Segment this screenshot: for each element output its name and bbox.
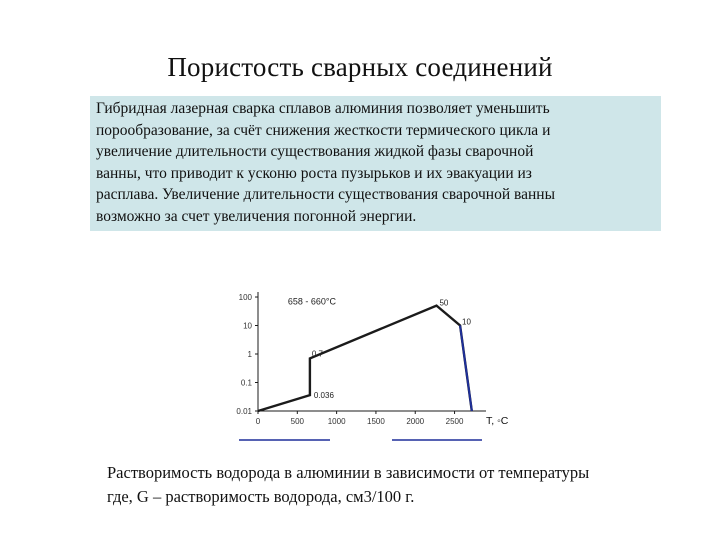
melting-range-annotation: 658 - 660°C bbox=[287, 296, 337, 307]
data-point-label: 0.7 bbox=[311, 349, 324, 359]
figure-caption bbox=[107, 461, 667, 509]
blue-vertical-line bbox=[460, 326, 472, 411]
y-tick-label: 100 bbox=[238, 293, 252, 303]
y-tick-label: 0.01 bbox=[236, 407, 252, 416]
x-tick-label: 1000 bbox=[327, 417, 346, 426]
x-tick-label: 2000 bbox=[406, 417, 425, 426]
x-tick-label: 1500 bbox=[367, 417, 385, 426]
description-line: возможно за счет увеличения погонной энергии. bbox=[96, 207, 417, 225]
x-tick-label: 500 bbox=[290, 417, 304, 426]
x-tick-labels bbox=[256, 411, 464, 426]
hydrogen-solubility-chart bbox=[220, 270, 520, 445]
description-line: порообразование, за счёт снижения жесткости термического цикла и bbox=[96, 121, 551, 139]
description-line: Гибридная лазерная сварка сплавов алюминия позволяет уменьшить bbox=[96, 100, 550, 117]
caption-line: Растворимость водорода в алюминии в зависимости от температуры bbox=[107, 463, 590, 482]
solubility-line bbox=[258, 306, 472, 411]
description-text-box bbox=[90, 96, 661, 231]
slide-title: Пористость сварных соединений bbox=[167, 52, 553, 82]
data-point-label: 10 bbox=[462, 317, 471, 327]
x-tick-label: 2500 bbox=[445, 417, 464, 426]
description-line: расплава. Увеличение длительности существования сварочной ванны bbox=[96, 186, 555, 203]
x-axis-label: T, ◦C bbox=[486, 415, 509, 427]
y-tick-label: 10 bbox=[243, 321, 252, 331]
caption-line: где, G – растворимость водорода, см3/100 г. bbox=[107, 487, 415, 506]
description-line: увеличение длительности существования жидкой фазы сварочной bbox=[96, 143, 534, 160]
y-tick-labels bbox=[236, 293, 258, 416]
x-tick-label: 0 bbox=[255, 417, 261, 426]
data-point-label: 50 bbox=[439, 298, 449, 308]
data-point-label: 0.036 bbox=[313, 391, 334, 401]
y-tick-label: 0.1 bbox=[240, 378, 252, 388]
y-tick-label: 1 bbox=[247, 350, 252, 360]
description-line: ванны, что приводит к усконю роста пузырьков и их эвакуации из bbox=[96, 164, 532, 182]
